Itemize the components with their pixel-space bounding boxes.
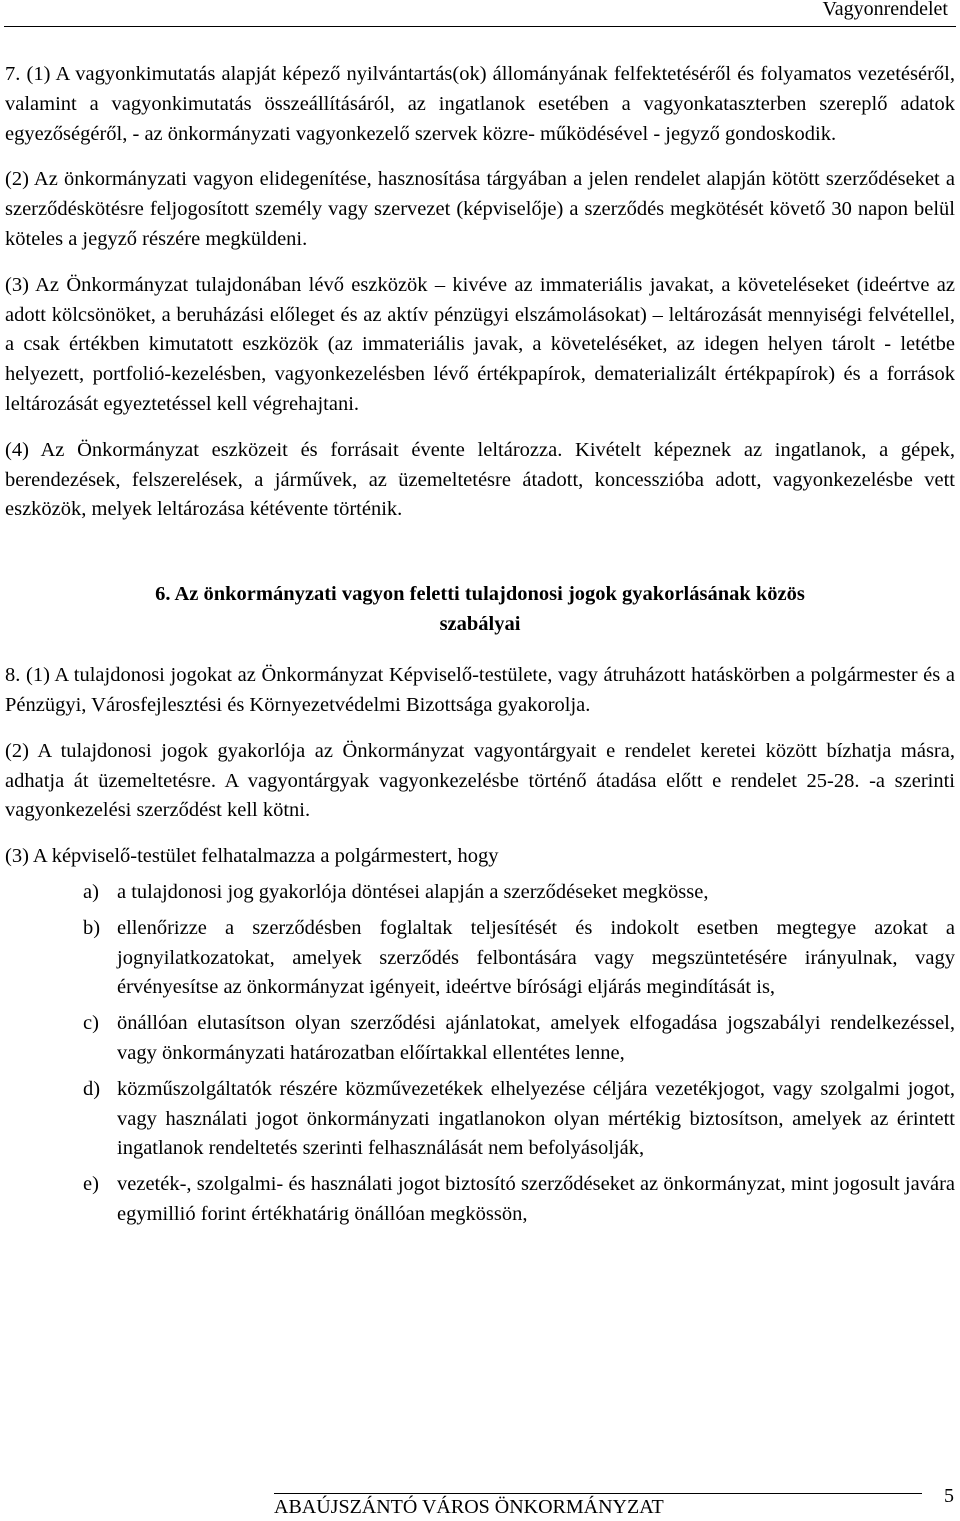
section-heading: 6. Az önkormányzati vagyon feletti tulajdonosi jogok gyakorlásának közös szabályai (155, 583, 805, 635)
paragraph-7-3: (3) Az Önkormányzat tulajdonában lévő eszközök – kivéve az immateriális javakat, a követeléseket (ideértve az adott kölcsönöket, a beruházási előleget és az aktív pénzügyi elszámolásokat) – leltározását mennyiségi felvétellel, a csak értékben kimutatott eszközök (az immateriális javak, a követeléséket, az idegen helyen tárolt - letétbe helyezett, portfolió-kezelésben, vagyonkezelésben lévő értékpapírok, dematerializált értékpapírok) és a források leltározását egyeztetéssel kell végrehajtani. (5, 273, 955, 415)
list-item-text: önállóan elutasítson olyan szerződési ajánlatokat, amelyek elfogadása jogszabályi rendelkezéssel, vagy önkormányzati határozatban előírtakkal ellentétes lenne, (117, 1012, 955, 1064)
list-item (5, 878, 955, 908)
paragraph-8-1: 8. (1) A tulajdonosi jogokat az Önkormányzat Képviselő-testülete, vagy átruházott hatáskörben a polgármester és a Pénzügyi, Városfejlesztési és Környezetvédelmi Bizottsága gyakorolja. (5, 664, 955, 716)
list-item-marker: b) (83, 916, 101, 939)
list-item-marker: c) (83, 1012, 99, 1035)
page-number: 5 (944, 1485, 954, 1507)
list-item (5, 914, 955, 1003)
authorization-list (5, 878, 955, 1230)
paragraph-7-1: 7. (1) A vagyonkimutatás alapját képező nyilvántartás(ok) állományának felfektetéséről és folyamatos vezetéséről, valamint a vagyonkimutatás összeállításáról, az ingatlanok esetében a vagyonkataszterben szereplő adatok egyezőségéről, - az önkormányzati vagyonkezelő szervek közre- működésével - jegyző gondoskodik. (5, 63, 955, 145)
running-header-title: Vagyonrendelet (822, 0, 948, 20)
list-item-marker: e) (83, 1173, 99, 1196)
paragraph-8-2: (2) A tulajdonosi jogok gyakorlója az Önkormányzat vagyontárgyait e rendelet keretei között bízhatja másra, adhatja át üzemeltetésre. A vagyontárgyak vagyonkezelésbe történő átadása előtt e rendelet 25-28. -a szerinti vagyonkezelési szerződést kell kötni. (5, 739, 955, 822)
list-item-marker: d) (83, 1077, 101, 1100)
paragraph-7-2: (2) Az önkormányzati vagyon elidegenítése, hasznosítása tárgyában a jelen rendelet alapján kötött szerződéseket a szerződéskötésre feljogosított személy vagy szervezet (képviselője) a szerződés megkötését követő 30 napon belül köteles a jegyző részére megküldeni. (5, 168, 955, 250)
list-item-text: a tulajdonosi jog gyakorlója döntései alapján a szerződéseket megkösse, (117, 880, 709, 903)
list-item-text: ellenőrizze a szerződésben foglaltak teljesítését és indokolt esetben megtegye azokat a jognyilatkozatokat, amelyek szerződés felbontására vagy megszüntetésére irányulnak, vagy érvényesítse az önkormányzat igényeit, ideértve bírósági eljárás megindítását is, (117, 916, 955, 999)
list-item (5, 1170, 955, 1230)
list-item (5, 1009, 955, 1069)
paragraph-7-4: (4) Az Önkormányzat eszközeit és forrásait évente leltározza. Kivételt képeznek az ingatlanok, a gépek, berendezések, felszerelések, a járművek, az üzemeltetésre átadott, koncesszióba adott, vagyonkezelésbe vett eszközök, melyek leltározása kétévente történik. (5, 438, 955, 521)
document-body (5, 60, 955, 1230)
header-divider (4, 26, 956, 27)
list-item-text: vezeték-, szolgalmi- és használati jogot biztosító szerződéseket az önkormányzat, mint jogosult javára egymillió forint értékhatárig önállóan megkössön, (117, 1173, 955, 1225)
paragraph-8-3: (3) A képviselő-testület felhatalmazza a polgármestert, hogy (5, 845, 499, 868)
list-item-marker: a) (83, 880, 99, 903)
list-item (5, 1075, 955, 1164)
list-item-text: közműszolgáltatók részére közművezetékek elhelyezése céljára vezetékjogot, vagy szolgalmi jogot, vagy használati jogot önkormányzati ingatlanokon olyan mértékig biztosítson, amelyek az érintett ingatlanok rendeltetés szerinti felhasználását nem befolyásolják, (117, 1077, 955, 1160)
footer-organization: ABAÚJSZÁNTÓ VÁROS ÖNKORMÁNYZAT (274, 1496, 664, 1518)
